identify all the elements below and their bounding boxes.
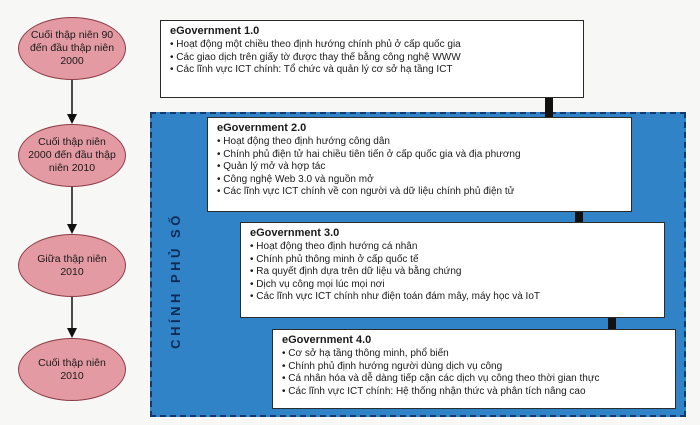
- egov-2-title: eGovernment 2.0: [217, 122, 307, 134]
- egov-3-title: eGovernment 3.0: [250, 227, 340, 239]
- period-oval-3: [18, 234, 126, 297]
- period-oval-2: [18, 124, 126, 187]
- list-item: • Công nghệ Web 3.0 và nguồn mở: [217, 174, 623, 187]
- egov-4-box: [272, 329, 676, 409]
- list-item: • Hoạt động một chiều theo định hướng chính phủ ở cấp quốc gia: [170, 39, 575, 52]
- egov-1-list: [170, 39, 575, 77]
- list-item: • Các lĩnh vực ICT chính: Tổ chức và quản lý cơ sở hạ tầng ICT: [170, 64, 575, 77]
- egov-4-title: eGovernment 4.0: [282, 334, 372, 346]
- list-item: • Hoạt động theo định hướng cá nhân: [250, 241, 656, 254]
- egov-2-box: [207, 117, 632, 212]
- list-item: • Chính phủ điện tử hai chiều tiên tiến ở cấp quốc gia và địa phương: [217, 149, 623, 162]
- period-oval-1: [18, 17, 126, 80]
- list-item: • Chính phủ thông minh ở cấp quốc tế: [250, 254, 656, 267]
- period-label-4: Cuối thập niên 2010: [38, 356, 106, 382]
- egov-2-list: [217, 136, 623, 199]
- list-item: • Các lĩnh vực ICT chính như điện toán đám mây, máy học và IoT: [250, 291, 656, 304]
- timeline-arrowhead-2: [67, 224, 77, 234]
- list-item: • Cơ sở hạ tầng thông minh, phổ biến: [282, 348, 667, 361]
- region-label: CHÍNH PHỦ SỐ: [167, 211, 183, 349]
- period-label-2: Cuối thập niên 2000 đến đầu thập niên 2010: [28, 136, 116, 174]
- list-item: • Dịch vụ công mọi lúc mọi nơi: [250, 279, 656, 292]
- period-oval-4: [18, 338, 126, 401]
- list-item: • Ra quyết định dựa trên dữ liệu và bằng chứng: [250, 266, 656, 279]
- timeline-arrowhead-1: [67, 114, 77, 124]
- egov-1-title: eGovernment 1.0: [170, 25, 260, 37]
- egov-1-box: [160, 20, 584, 98]
- list-item: • Các lĩnh vực ICT chính về con người và dữ liệu chính phủ điện tử: [217, 186, 623, 199]
- egov-3-list: [250, 241, 656, 304]
- list-item: • Quản lý mở và hợp tác: [217, 161, 623, 174]
- period-label-3: Giữa thập niên 2010: [37, 252, 107, 278]
- egov-4-list: [282, 348, 667, 398]
- list-item: • Cá nhân hóa và dễ dàng tiếp cận các dịch vụ công theo thời gian thực: [282, 373, 667, 386]
- list-item: • Hoạt động theo định hướng công dân: [217, 136, 623, 149]
- list-item: • Chính phủ định hướng người dùng dịch vụ công: [282, 361, 667, 374]
- period-label-1: Cuối thập niên 90 đến đầu thập niên 2000: [29, 29, 115, 67]
- list-item: • Các lĩnh vực ICT chính: Hệ thống nhận thức và phân tích nâng cao: [282, 386, 667, 399]
- timeline-arrowhead-3: [67, 328, 77, 338]
- list-item: • Các giao dịch trên giấy tờ được thay thế bằng công nghệ WWW: [170, 52, 575, 65]
- egov-3-box: [240, 222, 665, 318]
